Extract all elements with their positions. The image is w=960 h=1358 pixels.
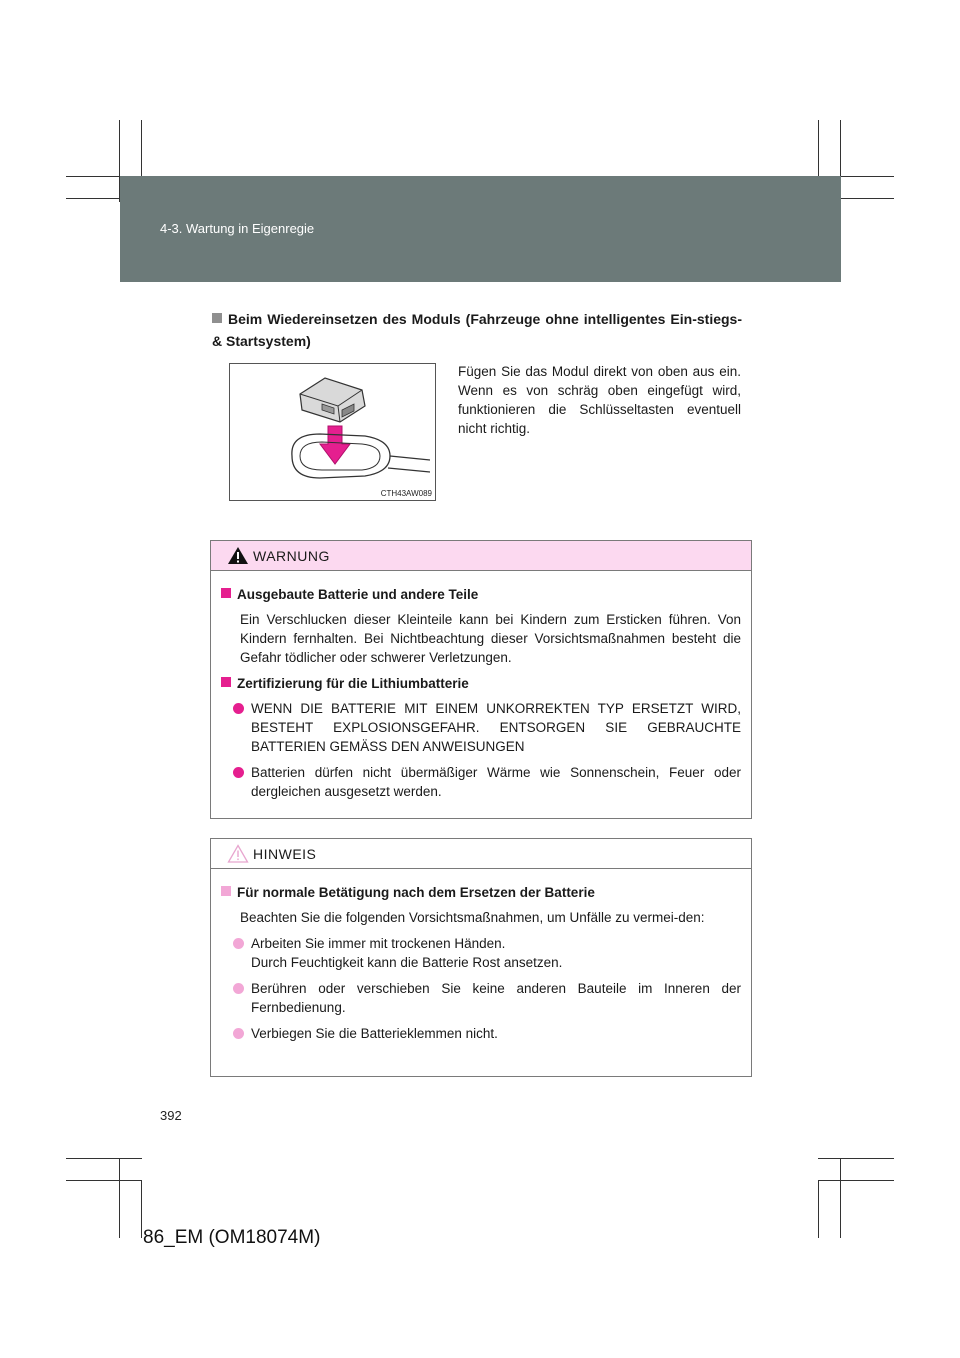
round-bullet-icon (233, 938, 244, 949)
crop-mark (818, 1180, 894, 1181)
round-bullet-icon (233, 1028, 244, 1039)
round-bullet-icon (233, 703, 244, 714)
round-bullet-icon (233, 983, 244, 994)
notice-bullet: Verbiegen Sie die Batterieklemmen nicht. (221, 1024, 741, 1043)
warning-item-heading: Ausgebaute Batterie und andere Teile (221, 585, 741, 604)
square-bullet-icon (221, 677, 231, 687)
crop-mark (818, 1180, 819, 1238)
square-bullet-icon (221, 588, 231, 598)
warning-bullet: WENN DIE BATTERIE MIT EINEM UNKORREKTEN TYP ERSETZT WIRD, BESTEHT EXPLOSIONSGEFAHR. ENTSORGEN SIE GEBRAUCHTE BATTERIEN GEMÄSS DEN ANWEISUNGEN (221, 699, 741, 756)
round-bullet-icon (233, 767, 244, 778)
notice-title: HINWEIS (253, 846, 317, 862)
notice-box (210, 838, 752, 1077)
crop-mark (840, 1158, 841, 1238)
notice-bullet: Arbeiten Sie immer mit trockenen Händen. Durch Feuchtigkeit kann die Batterie Rost ansetzen. (221, 934, 741, 972)
section-header-band (120, 176, 841, 282)
warning-title: WARNUNG (253, 548, 330, 564)
crop-mark (119, 1158, 120, 1238)
notice-item-text: Beachten Sie die folgenden Vorsichtsmaßnahmen, um Unfälle zu vermei-den: (240, 910, 705, 925)
intro-text: Fügen Sie das Modul direkt von oben aus ein. Wenn es von schräg oben eingefügt wird, funktionieren die Schlüsseltasten eventuell nicht richtig. (458, 364, 741, 436)
warning-item-text: Ein Verschlucken dieser Kleinteile kann bei Kindern zum Ersticken führen. Von Kindern fernhalten. Bei Nichtbeachtung dieser Vorsichtsmaßnahmen besteht die Gefahr tödlicher oder schwerer Verletzungen. (240, 612, 741, 665)
figure-code: CTH43AW089 (380, 489, 432, 498)
warning-body (211, 571, 751, 826)
crop-mark (66, 1180, 142, 1181)
crop-mark (818, 1158, 894, 1159)
key-module-illustration (230, 364, 435, 500)
section-title: 4-3. Wartung in Eigenregie (160, 221, 315, 236)
figure-module-insertion (229, 363, 436, 501)
notice-bullet: Berühren oder verschieben Sie keine anderen Bauteile im Inneren der Fernbedienung. (221, 979, 741, 1017)
notice-body (211, 869, 751, 1068)
intro-heading-text: Beim Wiedereinsetzen des Moduls (Fahrzeuge ohne intelligentes Ein-stiegs- & Startsystem) (212, 311, 742, 349)
notice-triangle-icon (227, 844, 249, 863)
crop-mark (66, 1158, 142, 1159)
square-bullet-icon (221, 886, 231, 896)
warning-bullet: Batterien dürfen nicht übermäßiger Wärme wie Sonnenschein, Feuer oder dergleichen ausgesetzt werden. (221, 763, 741, 801)
crop-mark (141, 1180, 142, 1238)
warning-triangle-icon (227, 546, 249, 565)
page-number: 392 (160, 1108, 182, 1123)
notice-item-heading: Für normale Betätigung nach dem Ersetzen der Batterie (221, 883, 741, 902)
warning-item-heading: Zertifizierung für die Lithiumbatterie (221, 674, 741, 693)
warning-box (210, 540, 752, 819)
warning-header (211, 541, 751, 571)
square-bullet-icon (212, 313, 222, 323)
notice-header (211, 839, 751, 869)
document-code: 86_EM (OM18074M) (143, 1227, 321, 1248)
intro-heading (212, 308, 742, 352)
